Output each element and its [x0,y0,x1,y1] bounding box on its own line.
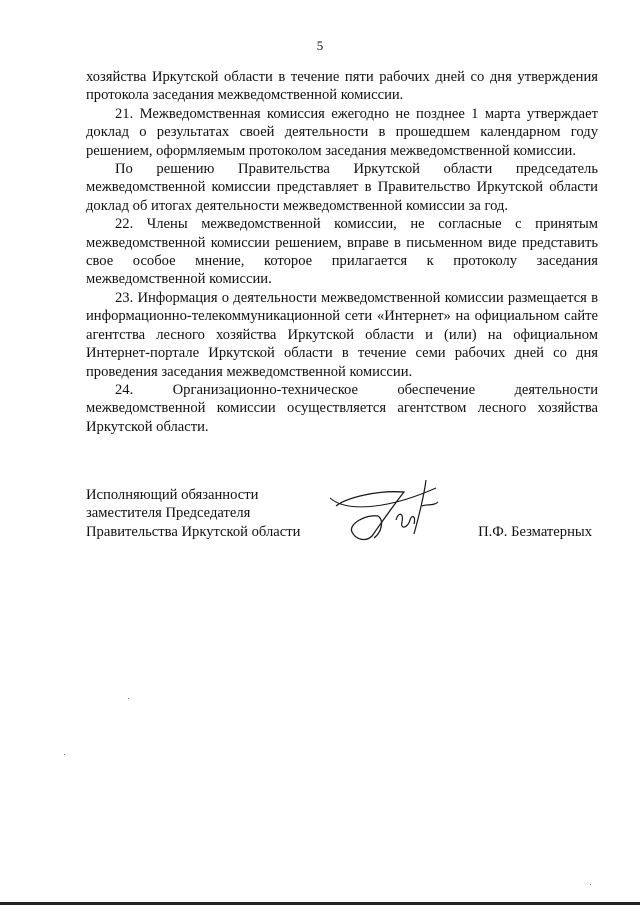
document-body [86,68,598,436]
signatory-title-line: Правительства Иркутской области [86,523,301,540]
paragraph-23: 23. Информация о деятельности межведомственной комиссии размещается в информационно-телекоммуникационной сети «Интернет» на официальном сайте агентства лесного хозяйства Иркутской области и (или) на официальном Интернет-портале Иркутской области в течение семи рабочих дней со дня проведения заседания межведомственной комиссии. [86,289,598,380]
paragraph-24: 24. Организационно-техническое обеспечение деятельности межведомственной комиссии осуществляется агентством лесного хозяйства Иркутской области. [86,381,598,435]
scan-speck [64,754,65,755]
paragraph-22: 22. Члены межведомственной комиссии, не согласные с принятым межведомственной комиссии решением, вправе в письменном виде представить свое особое мнение, которое прилагается к протоколу заседания межведомственной комиссии. [86,216,598,288]
signatory-name: П.Ф. Безматерных [478,524,592,540]
signatory-title [86,486,300,541]
signature-block [86,486,598,556]
paragraph-continuation: хозяйства Иркутской области в течение пяти рабочих дней со дня утверждения протокола заседания межведомственной комиссии. [86,69,598,104]
page-number: 5 [316,38,324,53]
signatory-title-line: заместителя Председателя [86,505,251,522]
paragraph-21: 21. Межведомственная комиссия ежегодно не позднее 1 марта утверждает доклад о результатах своей деятельности в прошедшем календарном году решением, оформляемым протоколом заседания межведомственной комиссии. [86,105,598,159]
paragraph-21-report: По решению Правительства Иркутской области председатель межведомственной комиссии представляет в Правительство Иркутской области доклад об итогах деятельности межведомственной комиссии за год. [86,161,598,214]
scan-speck [590,884,591,885]
signatory-title-line: Исполняющий обязанности [86,487,259,503]
scan-speck [128,698,129,699]
handwritten-signature [326,476,456,546]
